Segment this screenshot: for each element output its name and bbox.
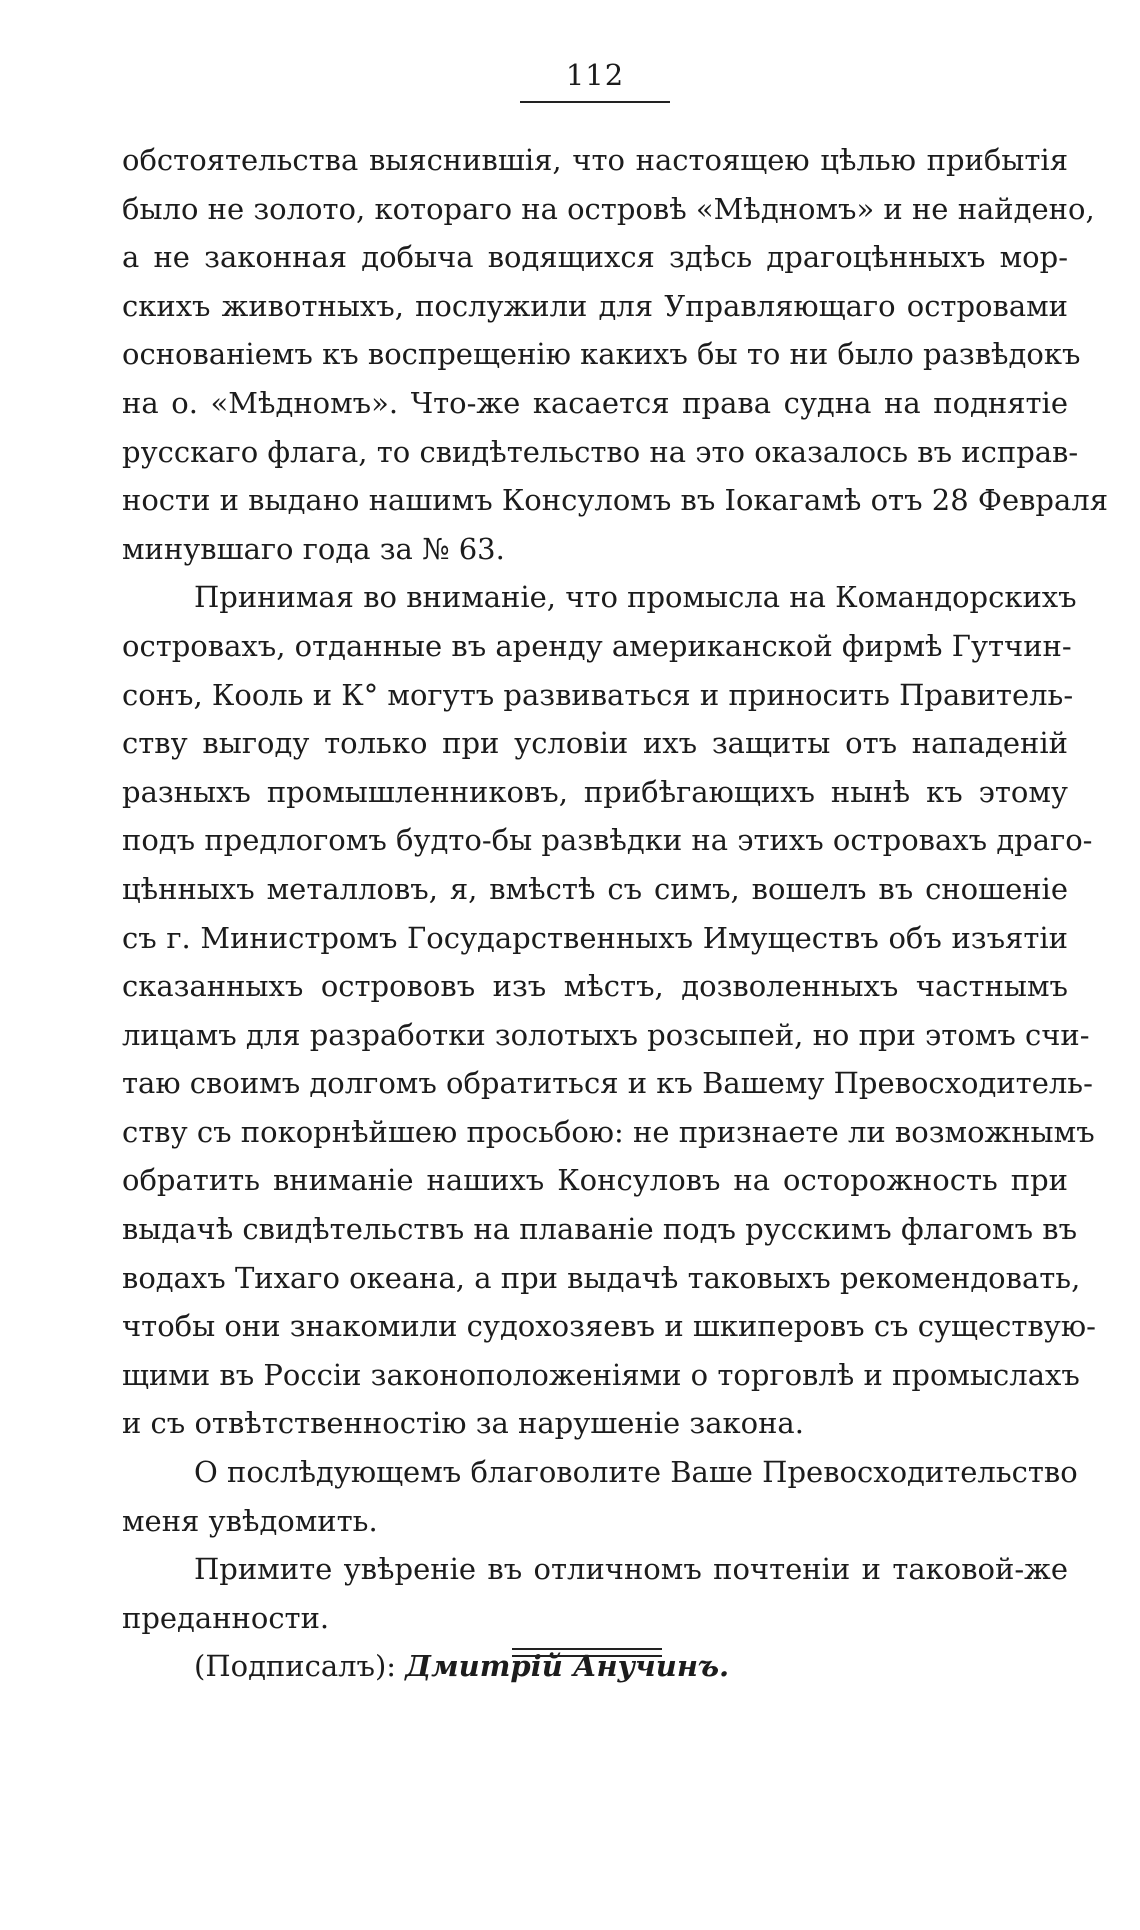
page-number-rule — [520, 101, 670, 103]
signature-label: (Подписалъ): — [194, 1649, 397, 1684]
text-line: таю своимъ долгомъ обратиться и къ Вашему Превосходитель- — [122, 1066, 1093, 1101]
text-line: водахъ Тихаго океана, а при выдачѣ таковыхъ рекомендовать, — [122, 1260, 1081, 1295]
text-line: лицамъ для разработки золотыхъ розсыпей, но при этомъ счи- — [122, 1017, 1090, 1052]
signature-name: Дмитрій Анучинъ. — [405, 1649, 730, 1684]
paragraph-4 — [122, 1545, 1068, 1642]
end-rule-bottom — [512, 1655, 662, 1657]
paragraph-1 — [122, 136, 1108, 573]
text-line: ству выгоду только при условіи ихъ защиты отъ нападеній — [122, 726, 1068, 761]
page-number: 112 — [565, 58, 625, 92]
text-line: Принимая во вниманіе, что промысла на Командорскихъ — [194, 580, 1077, 615]
text-line: подъ предлогомъ будто-бы развѣдки на этихъ островахъ драго- — [122, 823, 1093, 858]
text-line: островахъ, отданные въ аренду американской фирмѣ Гутчин- — [122, 628, 1072, 663]
text-line: скихъ животныхъ, послужили для Управляющаго островами — [122, 288, 1068, 323]
paragraph-3 — [122, 1448, 1078, 1545]
end-rule-top — [512, 1648, 662, 1650]
text-line: щими въ Россіи законоположеніями о торговлѣ и промыслахъ — [122, 1357, 1080, 1392]
body-text — [122, 136, 1108, 1691]
text-line: цѣнныхъ металловъ, я, вмѣстѣ съ симъ, вошелъ въ сношеніе — [122, 871, 1068, 906]
text-line: сказанныхъ острововъ изъ мѣстъ, дозволенныхъ частнымъ — [122, 969, 1068, 1004]
text-line: сонъ, Кооль и К° могутъ развиваться и приносить Правитель- — [122, 677, 1074, 712]
text-line: ству съ покорнѣйшею просьбою: не признаете ли возможнымъ — [122, 1114, 1095, 1149]
text-line: обратить вниманіе нашихъ Консуловъ на осторожность при — [122, 1163, 1068, 1198]
paragraph-2 — [122, 573, 1096, 1448]
text-line: съ г. Министромъ Государственныхъ Имуществъ объ изъятіи — [122, 920, 1068, 955]
text-line: выдачѣ свидѣтельствъ на плаваніе подъ русскимъ флагомъ въ — [122, 1212, 1078, 1247]
text-line: меня увѣдомить. — [122, 1503, 378, 1538]
text-line: чтобы они знакомили судохозяевъ и шкиперовъ съ существую- — [122, 1309, 1096, 1344]
text-line: было не золото, котораго на островѣ «Мѣдномъ» и не найдено, — [122, 191, 1095, 226]
text-line: на о. «Мѣдномъ». Что-же касается права судна на поднятіе — [122, 385, 1068, 420]
text-line: минувшаго года за № 63. — [122, 531, 505, 566]
text-line: и съ отвѣтственностію за нарушеніе закона. — [122, 1406, 804, 1441]
text-line: ности и выдано нашимъ Консуломъ въ Іокагамѣ отъ 28 Февраля — [122, 483, 1108, 518]
text-line: а не законная добыча водящихся здѣсь драгоцѣнныхъ мор- — [122, 240, 1068, 275]
text-line: Примите увѣреніе въ отличномъ почтеніи и таковой-же — [194, 1552, 1068, 1587]
text-line: разныхъ промышленниковъ, прибѣгающихъ нынѣ къ этому — [122, 774, 1068, 809]
text-line: О послѣдующемъ благоволите Ваше Превосходительство — [194, 1455, 1078, 1490]
text-line: основаніемъ къ воспрещенію какихъ бы то ни было развѣдокъ — [122, 337, 1081, 372]
text-line: русскаго флага, то свидѣтельство на это оказалось въ исправ- — [122, 434, 1079, 469]
text-line: обстоятельства выяснившія, что настоящею цѣлью прибытія — [122, 143, 1068, 177]
text-line: преданности. — [122, 1600, 330, 1635]
